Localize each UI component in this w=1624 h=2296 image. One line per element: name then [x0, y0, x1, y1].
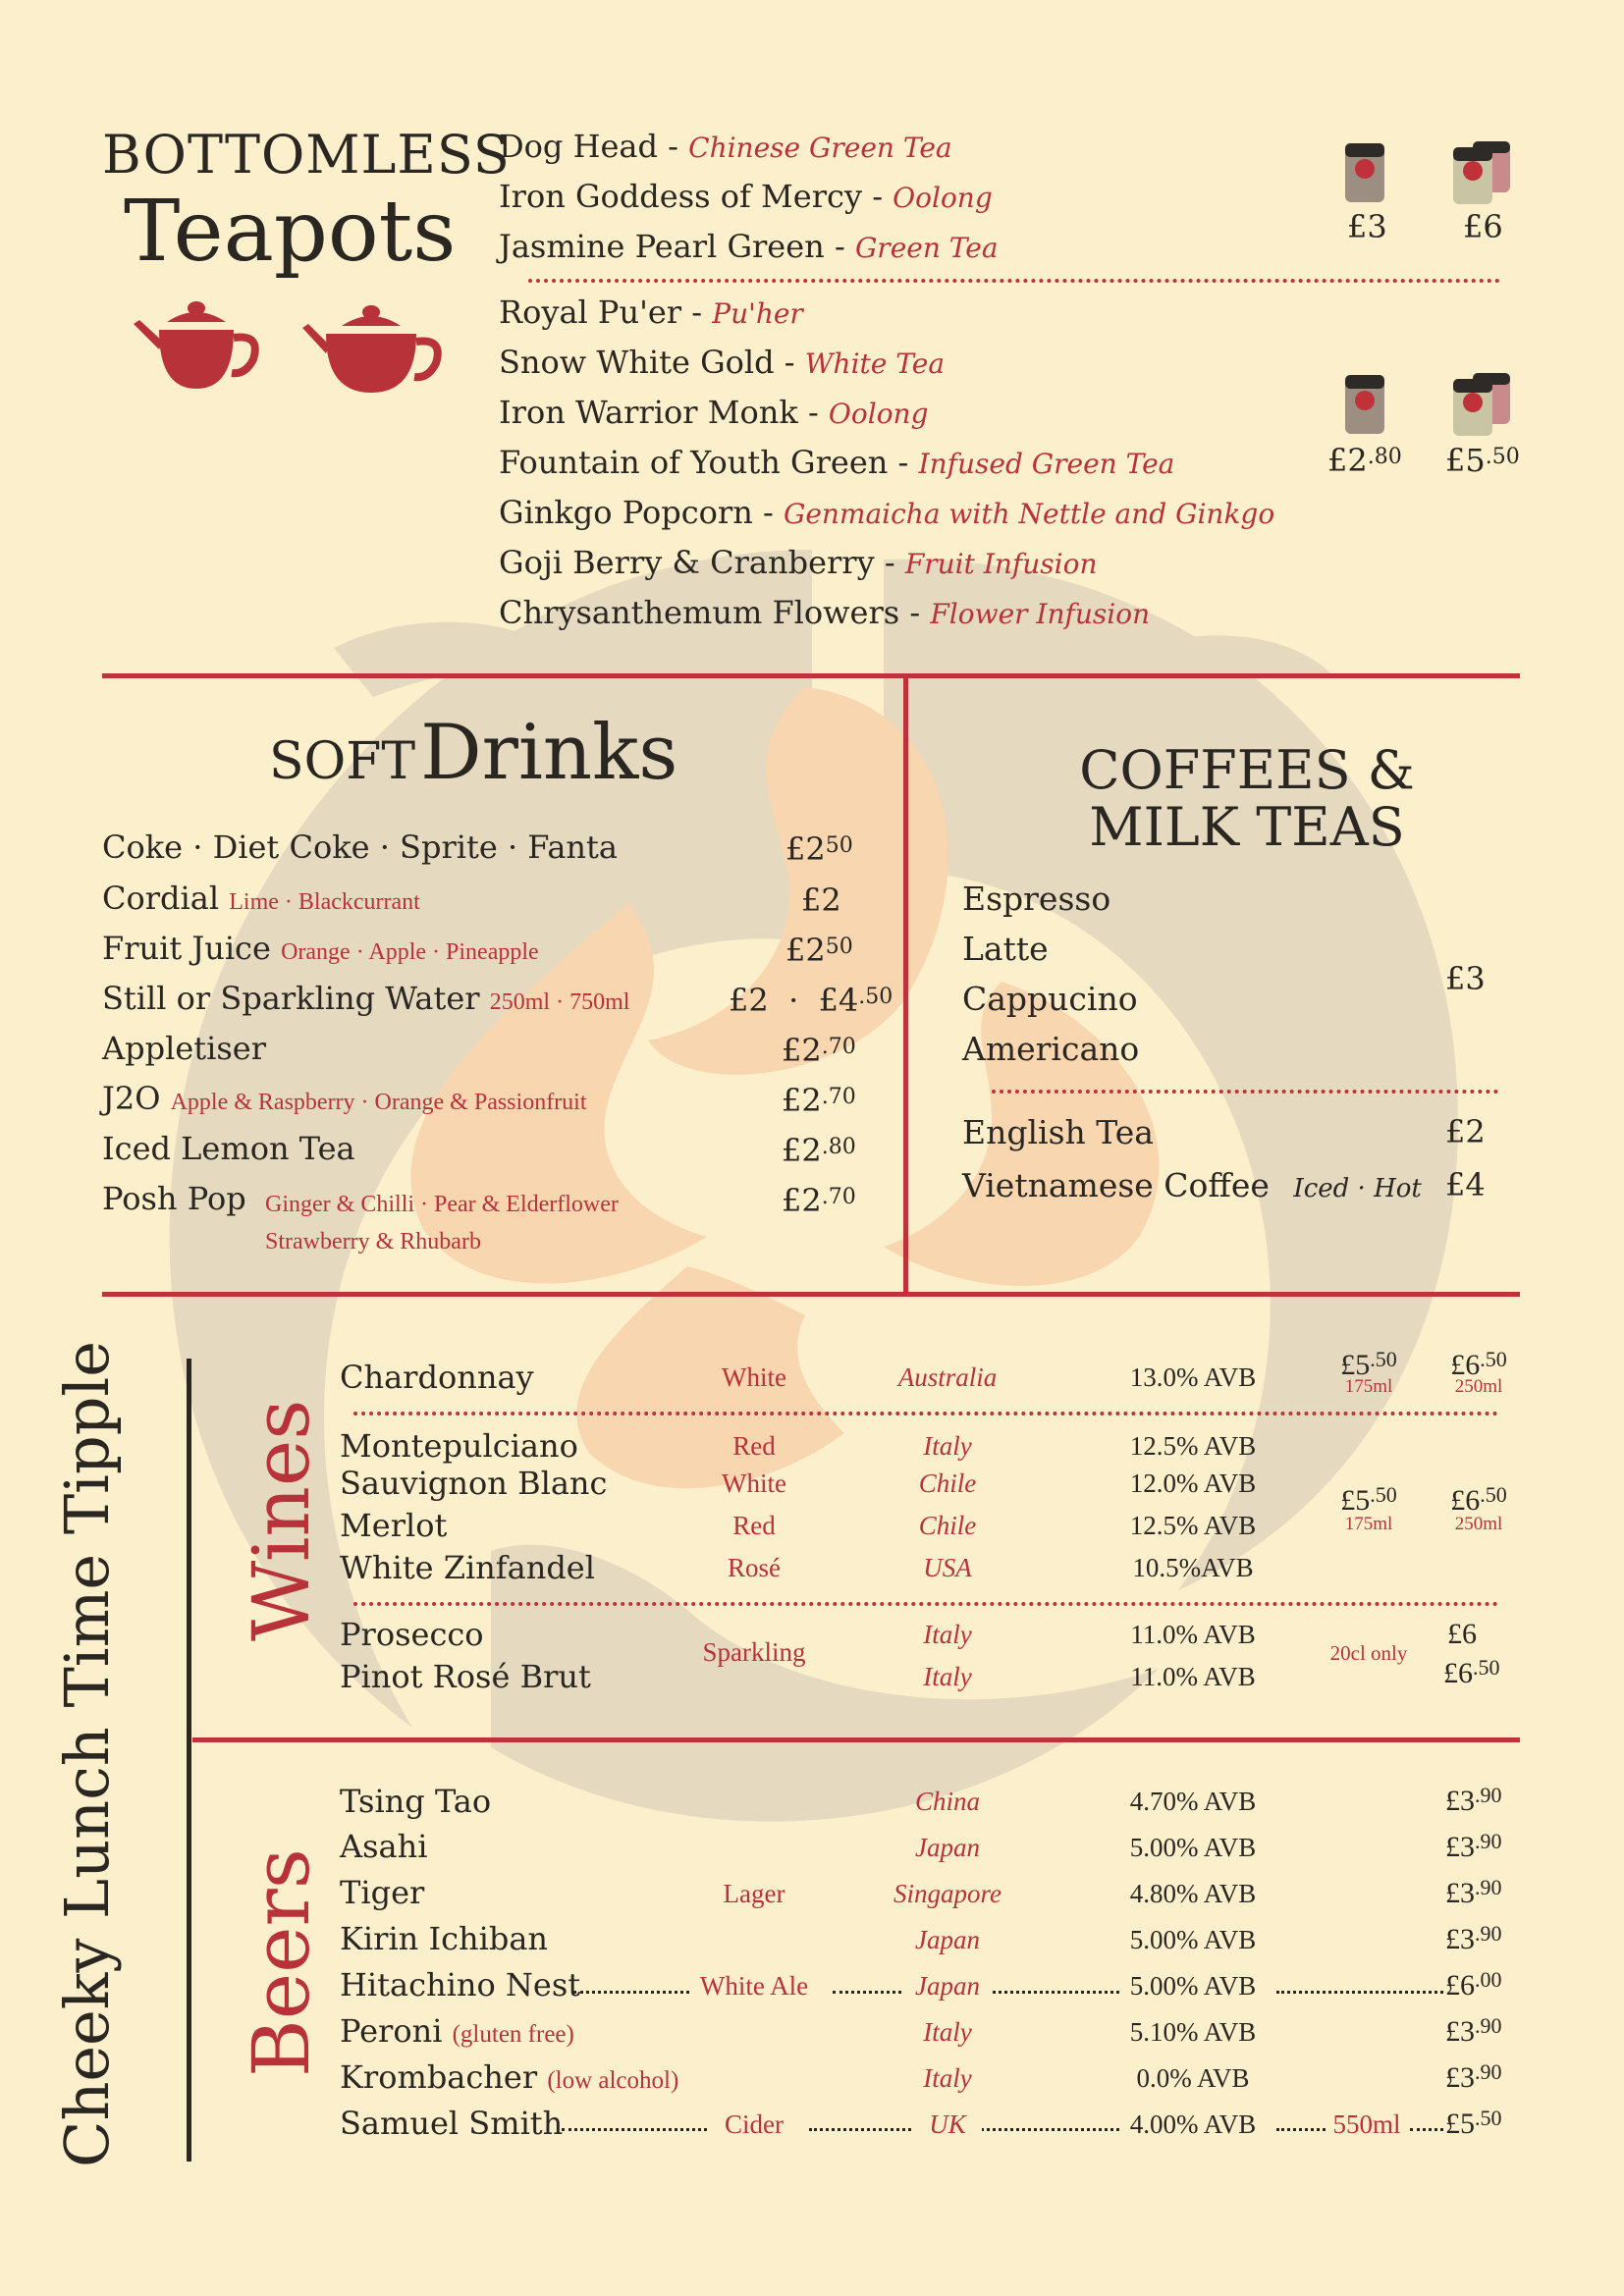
soft-drink-price: $£2^{.70}$ [782, 1082, 856, 1119]
beer-price: $£6^{.00}$ [1445, 1967, 1502, 2002]
double-cup-icon [1451, 371, 1514, 438]
wine-price-250: $£6^{.50}$ 250ml [1450, 1347, 1507, 1397]
beer-name: Samuel Smith [340, 2105, 564, 2142]
coffee-item: Latte [962, 930, 1049, 968]
wine-country: Chile [918, 1511, 977, 1540]
teapot-double-price-2: $£5^{.50}$ [1445, 442, 1520, 479]
soft-drinks-title: SOFT Drinks [269, 709, 678, 797]
coffee-group-price: £3 [1445, 960, 1486, 997]
beer-abv: 4.00% AVB [1119, 2109, 1267, 2140]
tea-item: Jasmine Pearl Green - Green Tea [499, 228, 999, 265]
beer-leader [833, 1991, 907, 1994]
lunch-tipple-title: Cheeky Lunch Time Tipple [51, 1341, 123, 2167]
beer-leader [1276, 2128, 1326, 2131]
beer-abv: 5.00% AVB [1129, 1925, 1257, 1954]
beer-abv: 5.00% AVB [1119, 1971, 1267, 2002]
tea-item: Ginkgo Popcorn - Genmaicha with Nettle and Ginkgo [499, 494, 1275, 531]
soft-drink-price: $£2^{.70}$ [782, 1182, 856, 1219]
wine-group-price-175: $£5^{.50}$ 175ml [1340, 1482, 1397, 1534]
beer-leader [1276, 1991, 1443, 1994]
wine-country: USA [923, 1553, 972, 1582]
beer-price: $£3^{.90}$ [1445, 1921, 1502, 1955]
side-rule [187, 1359, 191, 2162]
wine-country: Australia [897, 1362, 998, 1392]
coffees-title: COFFEES & MILK TEAS [1079, 739, 1415, 858]
wine-name: Montepulciano [340, 1427, 578, 1465]
beer-abv: 4.70% AVB [1129, 1787, 1257, 1816]
soft-drink-item: Coke · Diet Coke · Sprite · Fanta [102, 828, 618, 866]
wine-divider [353, 1602, 1498, 1606]
wine-abv: 12.5% AVB [1129, 1511, 1257, 1540]
beer-name: Tiger [340, 1874, 425, 1911]
tea-item: Royal Pu'er - Pu'her [499, 294, 803, 331]
sparkling-label: Sparkling [702, 1637, 806, 1667]
wine-abv: 11.0% AVB [1130, 1620, 1256, 1649]
soft-drink-item: Fruit Juice Orange · Apple · Pineapple [102, 930, 539, 967]
wine-colour: Rosé [728, 1553, 781, 1582]
teapots-title-top: BOTTOMLESS [102, 124, 511, 186]
soft-drink-price: $£2^{.80}$ [782, 1132, 856, 1169]
tea-divider [528, 279, 1500, 283]
sparkling-price: $£6^{.50}$ [1443, 1655, 1500, 1689]
beer-leader [1410, 2128, 1443, 2131]
beer-price: $£3^{.90}$ [1445, 1783, 1502, 1817]
beer-abv: 5.00% AVB [1129, 1833, 1257, 1862]
teapot-double-price: £6 [1463, 208, 1503, 245]
soft-drink-price: £2 [801, 881, 841, 919]
coffee-item: Cappucino [962, 980, 1138, 1018]
wine-country: Italy [923, 1662, 972, 1691]
beer-name: Peroni (gluten free) [340, 2012, 574, 2050]
beer-name: Hitachino Nest [340, 1966, 581, 2003]
tea-item: Chrysanthemum Flowers - Flower Infusion [499, 594, 1151, 631]
soft-drink-price: $£2^{.70}$ [782, 1032, 856, 1069]
vietnamese-coffee-item: Vietnamese Coffee Iced · Hot [962, 1166, 1422, 1204]
beer-country: Japan [903, 1971, 992, 2002]
tea-item: Iron Goddess of Mercy - Oolong [499, 178, 993, 215]
english-tea-item: English Tea [962, 1113, 1154, 1151]
wine-name: Sauvignon Blanc [340, 1465, 608, 1502]
beer-leader [562, 2128, 707, 2131]
single-cup-icon [1343, 371, 1386, 436]
wine-abv: 10.5%AVB [1132, 1553, 1254, 1582]
lager-label: Lager [723, 1879, 785, 1908]
beers-title: Beers [236, 1848, 327, 2077]
coffee-divider [992, 1090, 1498, 1094]
wines-title: Wines [236, 1399, 327, 1641]
soft-drink-price: £2 · $£4^{.50}$ [729, 982, 893, 1019]
wine-country: Italy [923, 1620, 972, 1649]
wine-abv: 13.0% AVB [1129, 1362, 1257, 1392]
beer-leader [573, 1991, 689, 1994]
wine-name: Merlot [340, 1507, 448, 1544]
english-tea-price: £2 [1445, 1113, 1486, 1150]
coffee-item: Espresso [962, 880, 1111, 918]
wine-country: Chile [918, 1468, 977, 1498]
wine-name: White Zinfandel [340, 1549, 595, 1586]
beer-style: Cider [725, 2109, 784, 2139]
wine-country: Italy [923, 1431, 972, 1461]
wine-colour: Red [732, 1511, 776, 1540]
beer-price: $£5^{.50}$ [1445, 2106, 1502, 2140]
beer-price: $£3^{.90}$ [1445, 1829, 1502, 1863]
posh-pop-flavours: Ginger & Chilli · Pear & Elderflower Strawberry & Rhubarb [265, 1192, 619, 1255]
sparkling-size: 20cl only [1329, 1641, 1408, 1665]
beer-leader [988, 1991, 1119, 1994]
teapot-icon [300, 298, 444, 397]
tea-item: Iron Warrior Monk - Oolong [499, 394, 929, 431]
wine-group-price-250: $£6^{.50}$ 250ml [1450, 1482, 1507, 1534]
beer-country: Singapore [893, 1879, 1001, 1908]
beer-country: Japan [915, 1925, 980, 1954]
beer-abv: 5.10% AVB [1129, 2017, 1257, 2047]
soft-drink-item: Appletiser [102, 1030, 266, 1067]
soft-drink-item: J2O Apple & Raspberry · Orange & Passionfruit [102, 1080, 587, 1117]
soft-drink-item: Posh Pop [102, 1180, 246, 1217]
coffee-item: Americano [962, 1030, 1140, 1068]
beer-country: UK [913, 2109, 982, 2140]
teapots-title-main: Teapots [124, 183, 457, 281]
teapot-icon [130, 291, 267, 393]
beer-name: Tsing Tao [340, 1783, 492, 1820]
beer-country: Italy [923, 2017, 972, 2047]
wine-colour: Red [732, 1431, 776, 1461]
wine-colour: White [722, 1362, 786, 1392]
beer-country: Japan [915, 1833, 980, 1862]
double-cup-icon [1451, 139, 1514, 206]
soft-drink-item: Iced Lemon Tea [102, 1130, 355, 1167]
beer-leader [809, 2128, 917, 2131]
tea-item: Dog Head - Chinese Green Tea [499, 128, 952, 165]
wine-divider [353, 1412, 1498, 1415]
beer-country: China [914, 1787, 980, 1816]
beer-name: Asahi [340, 1828, 428, 1865]
soft-drink-price: $£2^{50}$ [785, 932, 853, 969]
beer-name: Krombacher (low alcohol) [340, 2058, 679, 2096]
wine-price-175: $£5^{.50}$ 175ml [1340, 1347, 1397, 1397]
beer-price: $£3^{.90}$ [1445, 1875, 1502, 1909]
wine-abv: 12.0% AVB [1129, 1468, 1257, 1498]
beer-abv: 0.0% AVB [1136, 2063, 1250, 2093]
soft-drink-price: $£2^{50}$ [785, 830, 853, 868]
sparkling-price: £6 [1447, 1618, 1477, 1650]
beer-leader [974, 2128, 1119, 2131]
single-cup-icon [1343, 139, 1386, 204]
wine-name: Pinot Rosé Brut [340, 1658, 591, 1695]
beer-name: Kirin Ichiban [340, 1920, 549, 1957]
wine-abv: 11.0% AVB [1130, 1662, 1256, 1691]
section-divider [102, 1292, 1520, 1297]
wine-name: Prosecco [340, 1616, 484, 1653]
tea-item: Goji Berry & Cranberry - Fruit Infusion [499, 544, 1098, 581]
beer-size: 550ml [1326, 2109, 1408, 2140]
beer-abv: 4.80% AVB [1129, 1879, 1257, 1908]
soft-drink-item: Still or Sparkling Water 250ml · 750ml [102, 980, 630, 1017]
column-divider [903, 677, 908, 1296]
soft-drink-item: Cordial Lime · Blackcurrant [102, 880, 420, 917]
wine-colour: White [722, 1468, 786, 1498]
section-divider [192, 1737, 1520, 1742]
teapot-single-price: £3 [1347, 208, 1387, 245]
beer-country: Italy [923, 2063, 972, 2093]
beer-price: $£3^{.90}$ [1445, 2059, 1502, 2094]
section-divider [102, 673, 1520, 678]
tea-item: Fountain of Youth Green - Infused Green Tea [499, 444, 1175, 481]
vietnamese-coffee-price: £4 [1445, 1166, 1486, 1203]
wine-name: Chardonnay [340, 1359, 534, 1396]
teapot-single-price-2: $£2^{.80}$ [1327, 442, 1402, 479]
wine-abv: 12.5% AVB [1129, 1431, 1257, 1461]
tea-item: Snow White Gold - White Tea [499, 344, 946, 381]
beer-price: $£3^{.90}$ [1445, 2013, 1502, 2048]
beer-style: White Ale [699, 1971, 809, 2001]
